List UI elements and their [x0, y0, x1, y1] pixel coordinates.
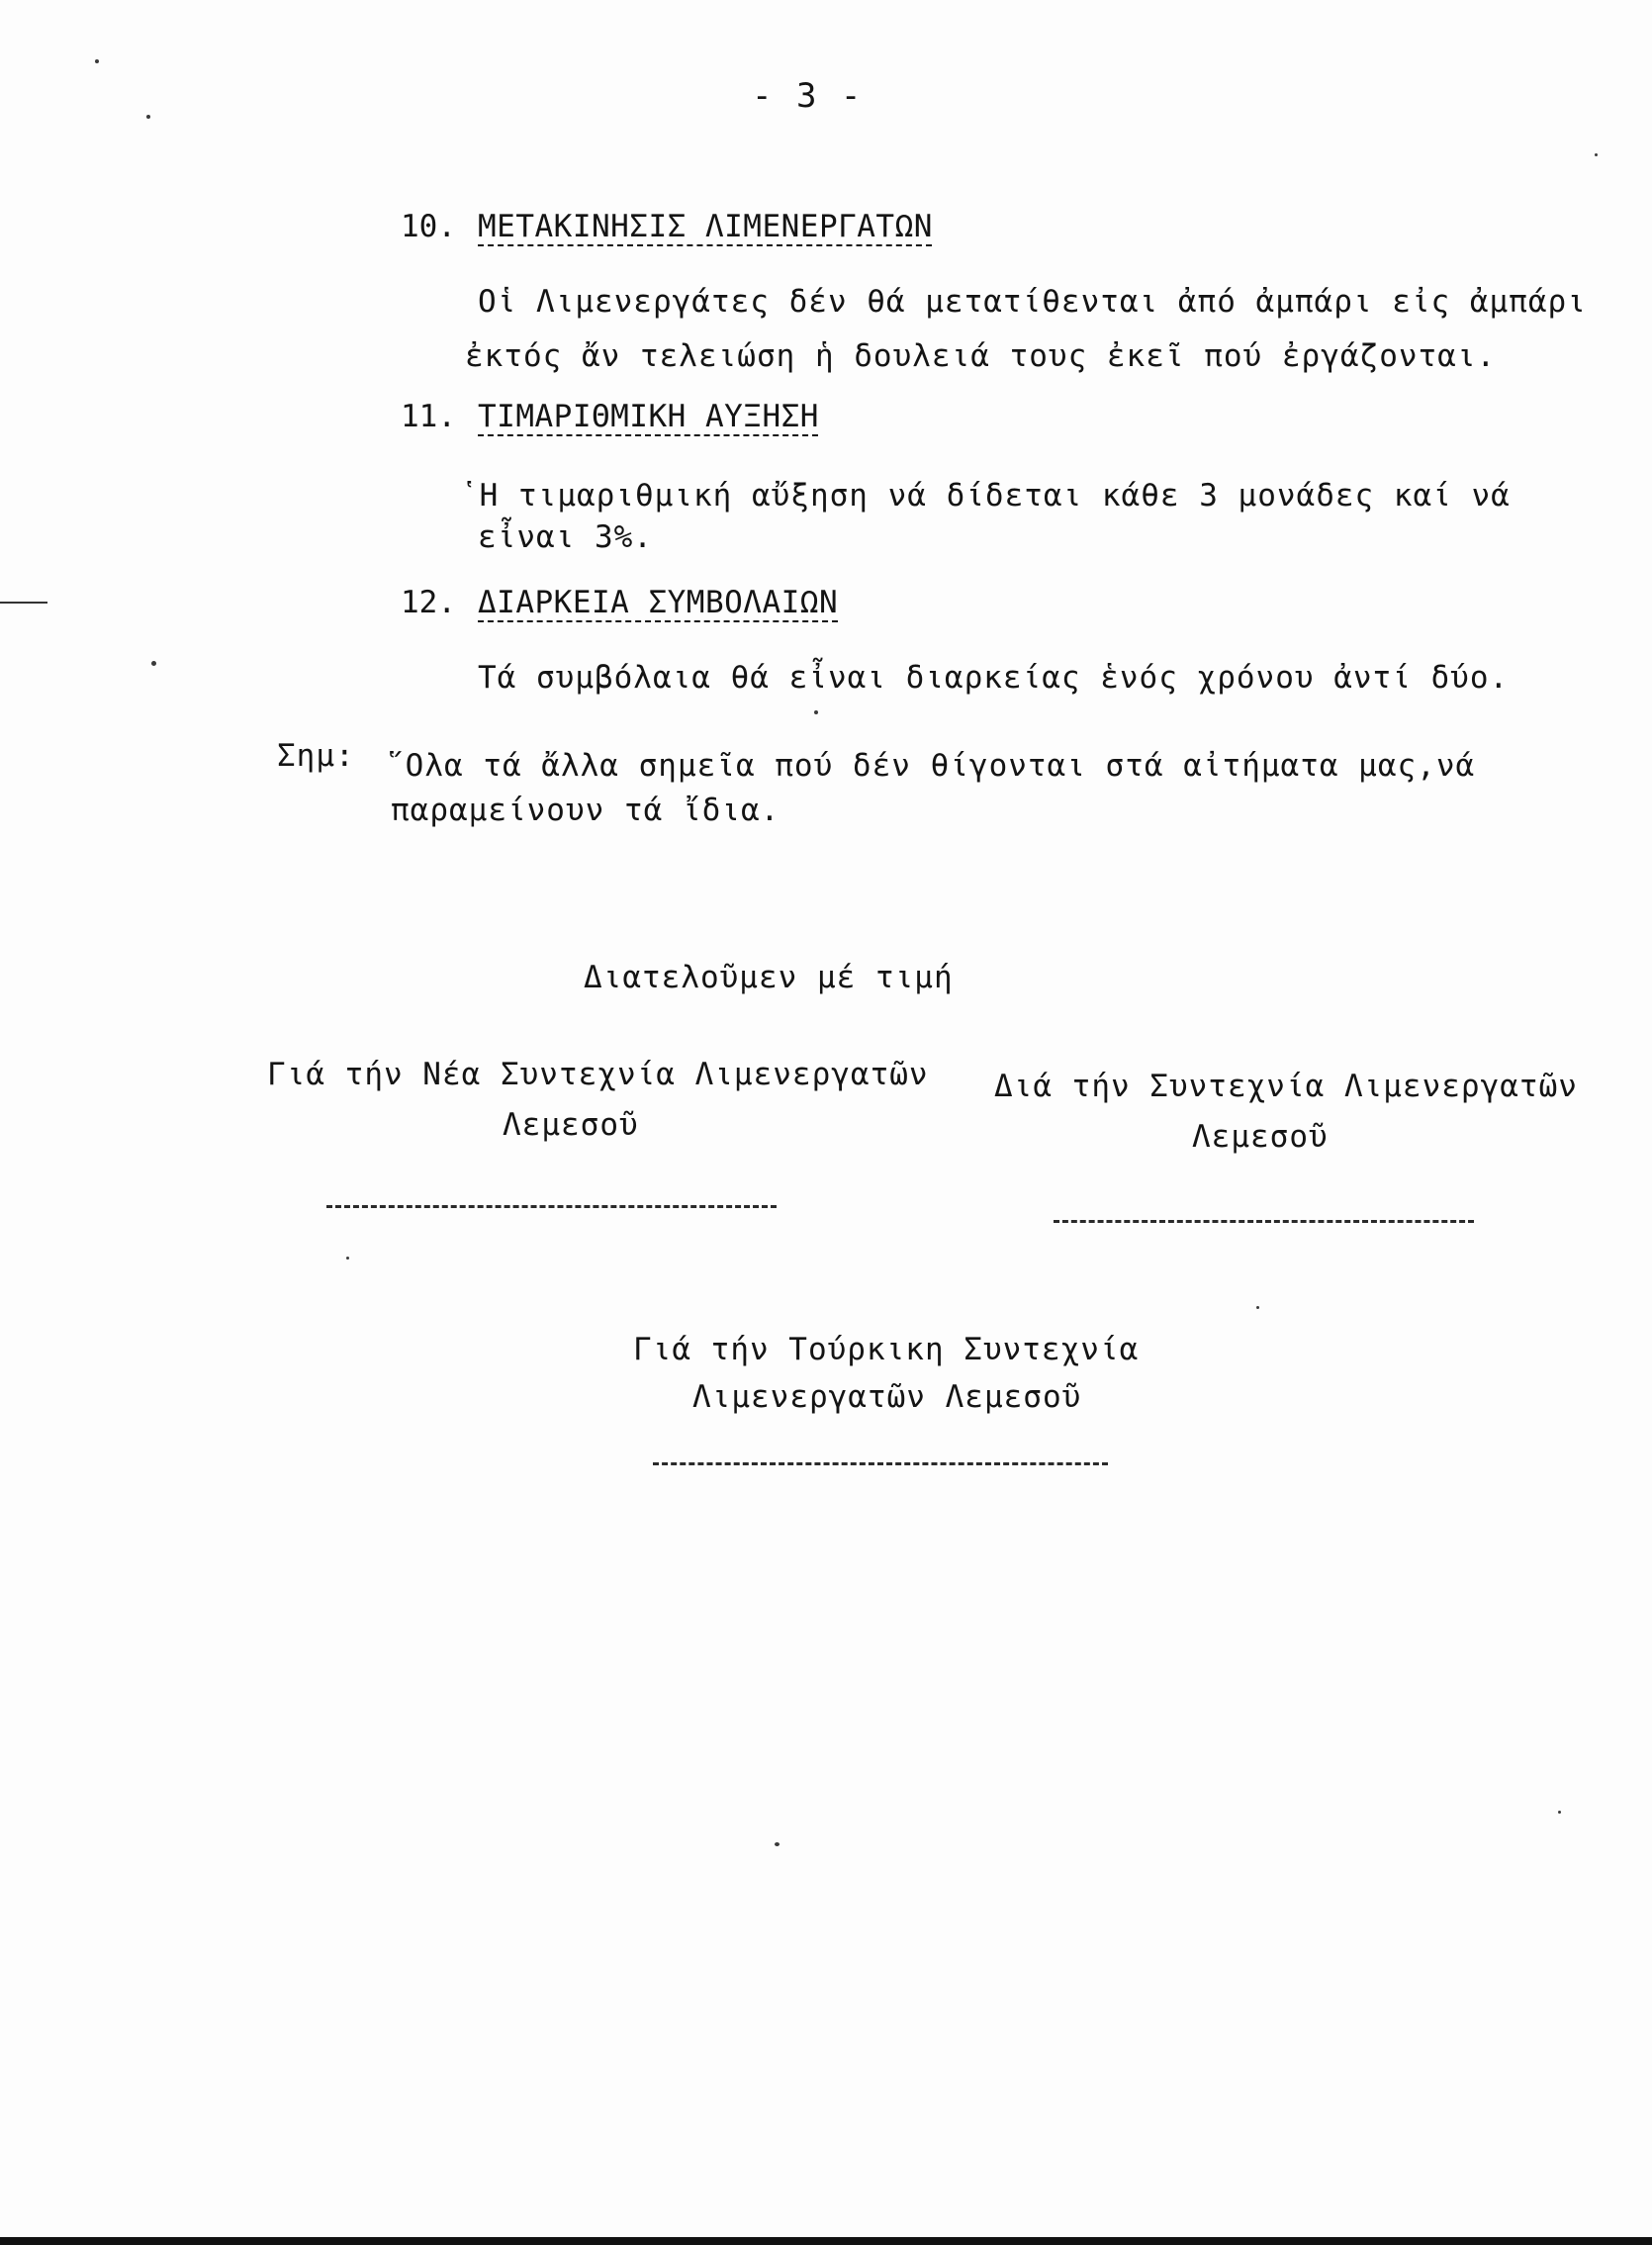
signature-line: [653, 1462, 1108, 1465]
section-text-line: Τά συμβόλαια θά εἶναι διαρκείας ἑνός χρόνου ἀντί δύο.: [478, 660, 1510, 696]
closing-phrase: Διατελοῦμεν μέ τιμή: [584, 960, 954, 995]
note-label: Σημ:: [277, 738, 355, 774]
scan-speck: [775, 1842, 780, 1846]
scan-speck: [146, 115, 150, 119]
section-heading: ΜΕΤΑΚΙΝΗΣΙΣ ΛΙΜΕΝΕΡΓΑΤΩΝ: [478, 209, 933, 244]
section-text-line: εἶναι 3%.: [478, 519, 653, 555]
section-number: 11.: [401, 399, 456, 434]
signatory-line: Λεμεσοῦ: [503, 1107, 639, 1143]
section-number: 12.: [401, 585, 456, 620]
section-text-line: ῾Η τιμαριθμική αὔξηση νά δίδεται κάθε 3 μονάδες καί νά: [460, 478, 1511, 514]
scan-speck: [151, 661, 156, 666]
section-number: 10.: [401, 209, 456, 244]
signatory-line: Διά τήν Συντεχνία Λιμενεργατῶν: [994, 1069, 1578, 1104]
note-text-line: ῞Ολα τά ἄλλα σημεῖα πού δέν θίγονται στά αἰτήματα μας,νά: [386, 748, 1476, 784]
section-heading: ΤΙΜΑΡΙΘΜΙΚΗ ΑΥΞΗΣΗ: [478, 399, 819, 434]
scan-speck: [814, 710, 818, 714]
signature-line: [326, 1205, 777, 1208]
scan-mark: [0, 602, 47, 604]
signatory-line: Γιά τήν Νέα Συντεχνία Λιμενεργατῶν: [267, 1057, 929, 1092]
section-text-line: Οἱ Λιμενεργάτες δέν θά μετατίθενται ἀπό ἀμπάρι εἰς ἀμπάρι: [478, 284, 1587, 320]
signatory-line: Λεμεσοῦ: [1192, 1119, 1329, 1155]
scan-speck: [346, 1257, 349, 1260]
note-text-line: παραμείνουν τά ἴδια.: [391, 793, 780, 828]
section-text-line: ἐκτός ἄν τελειώση ἡ δουλειά τους ἐκεῖ πού ἐργάζονται.: [465, 338, 1497, 374]
signatory-line: Γιά τήν Τούρκικη Συντεχνία: [633, 1332, 1140, 1367]
scan-speck: [1256, 1306, 1259, 1309]
section-heading: ΔΙΑΡΚΕΙΑ ΣΥΜΒΟΛΑΙΩΝ: [478, 585, 839, 620]
scan-edge: [0, 2237, 1652, 2245]
scan-speck: [95, 59, 99, 63]
scan-speck: [1595, 153, 1598, 156]
signature-line: [1054, 1220, 1474, 1223]
page-number: - 3 -: [752, 76, 864, 116]
signatory-line: Λιμενεργατῶν Λεμεσοῦ: [692, 1379, 1082, 1415]
scan-speck: [1558, 1811, 1561, 1814]
